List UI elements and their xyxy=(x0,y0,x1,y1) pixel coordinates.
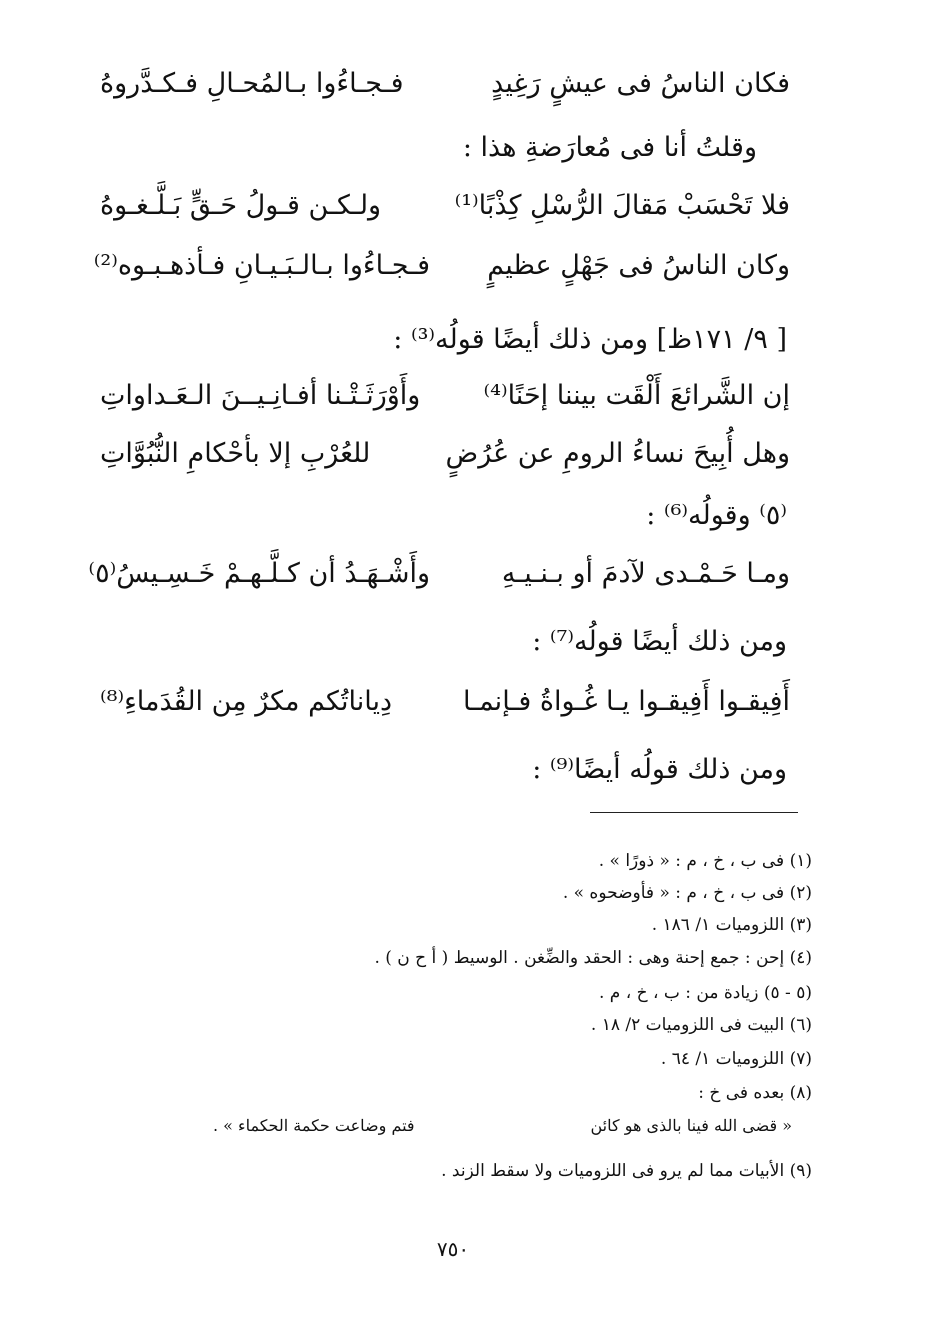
prose-line-5: ومن ذلك قولُه أيضًا⁽⁹⁾ : xyxy=(532,754,787,785)
verse-3-second-hemistich: فـجـاءُوا بـالـبَـيـانِ فـأذهـبـوه⁽²⁾ xyxy=(93,250,430,281)
verse-1-second-hemistich: فـجـاءُوا بـالمُحـالِ فـكـدَّروهُ xyxy=(100,68,404,99)
verse-1 xyxy=(100,62,790,112)
footnote-verse-second: فتم وضاعت حكمة الحكماء » . xyxy=(213,1116,415,1135)
footnote-2: (٢) فى ب ، خ ، م : « فأوضحوه » . xyxy=(562,883,812,903)
footnote-5: (٥ - ٥) زيادة من : ب ، خ ، م . xyxy=(598,983,812,1003)
verse-3 xyxy=(93,244,790,294)
verse-7-first-hemistich: أَفِيقـوا أَفِيقـوا يـا غُـواةُ فـإنمـا xyxy=(462,686,790,717)
verse-4 xyxy=(100,374,790,424)
verse-5 xyxy=(100,432,790,482)
verse-6-second-hemistich: وأَشْـهَـدُ أن كـلَّـهـمْ خَـسِـيسُ⁽٥⁾ xyxy=(88,558,430,589)
verse-3-first-hemistich: وكان الناسُ فى جَهْلٍ عظيمٍ xyxy=(487,250,790,281)
footnote-separator xyxy=(590,812,798,813)
prose-line-2: [ ٩/ ١٧١ظ] ومن ذلك أيضًا قولُه⁽³⁾ : xyxy=(393,324,787,355)
verse-2-second-hemistich: ولـكـن قـولُ حَـقٍّ بَـلَّـغـوهُ xyxy=(100,190,382,221)
prose-line-4: ومن ذلك أيضًا قولُه⁽⁷⁾ : xyxy=(532,626,787,657)
footnote-4: (٤) إحن : جمع إحنة وهى : الحقد والضِّغن . الوسيط ( أ ح ن ) . xyxy=(374,948,812,968)
footnote-1: (١) فى ب ، خ ، م : « ذورًا » . xyxy=(598,851,812,871)
footnote-9: (٩) الأبيات مما لم يرو فى اللزوميات ولا سقط الزند . xyxy=(441,1161,812,1181)
verse-2 xyxy=(100,184,790,234)
footnote-3: (٣) اللزوميات ١/ ١٨٦ . xyxy=(651,915,812,935)
verse-5-second-hemistich: للعُرْبِ إلا بأحْكامِ النُّبُوَّاتِ xyxy=(100,438,371,469)
footnote-8: (٨) بعده فى خ : xyxy=(698,1083,812,1103)
verse-6-first-hemistich: ومـا حَـمْـدى لآدمَ أو بـنـيـهِ xyxy=(501,558,790,589)
verse-2-first-hemistich: فلا تَحْسَبْ مَقالَ الرُّسْلِ كِذْبًا⁽¹⁾ xyxy=(454,190,790,221)
verse-5-first-hemistich: وهل أُبِيحَ نساءُ الرومِ عن عُرُضٍ xyxy=(445,438,790,469)
footnote-verse-first: « قضى الله فينا بالذى هو كائن xyxy=(590,1116,792,1135)
verse-7 xyxy=(100,680,790,730)
page-number: ٧٥٠ xyxy=(436,1237,470,1261)
verse-4-second-hemistich: وأَوْرَثَـتْـنا أفـانِـيــنَ الـعَـداواتِ xyxy=(100,380,421,411)
footnote-6: (٦) البيت فى اللزوميات ٢/ ١٨ . xyxy=(590,1015,812,1035)
prose-line-3: ⁽٥⁾ وقولُه⁽⁶⁾ : xyxy=(646,500,787,531)
verse-1-first-hemistich: فكان الناسُ فى عيشٍ رَغِيدٍ xyxy=(491,68,790,99)
footnote-7: (٧) اللزوميات ١/ ٦٤ . xyxy=(660,1049,812,1069)
prose-line-1: وقلتُ أنا فى مُعارَضةِ هذا : xyxy=(462,132,757,163)
verse-4-first-hemistich: إن الشَّرائعَ أَلْقَت بيننا إحَنًا⁽⁴⁾ xyxy=(483,380,790,411)
verse-7-second-hemistich: دِياناتُكم مكرٌ مِن القُدَماءِ⁽⁸⁾ xyxy=(100,686,392,717)
verse-6 xyxy=(88,552,790,602)
